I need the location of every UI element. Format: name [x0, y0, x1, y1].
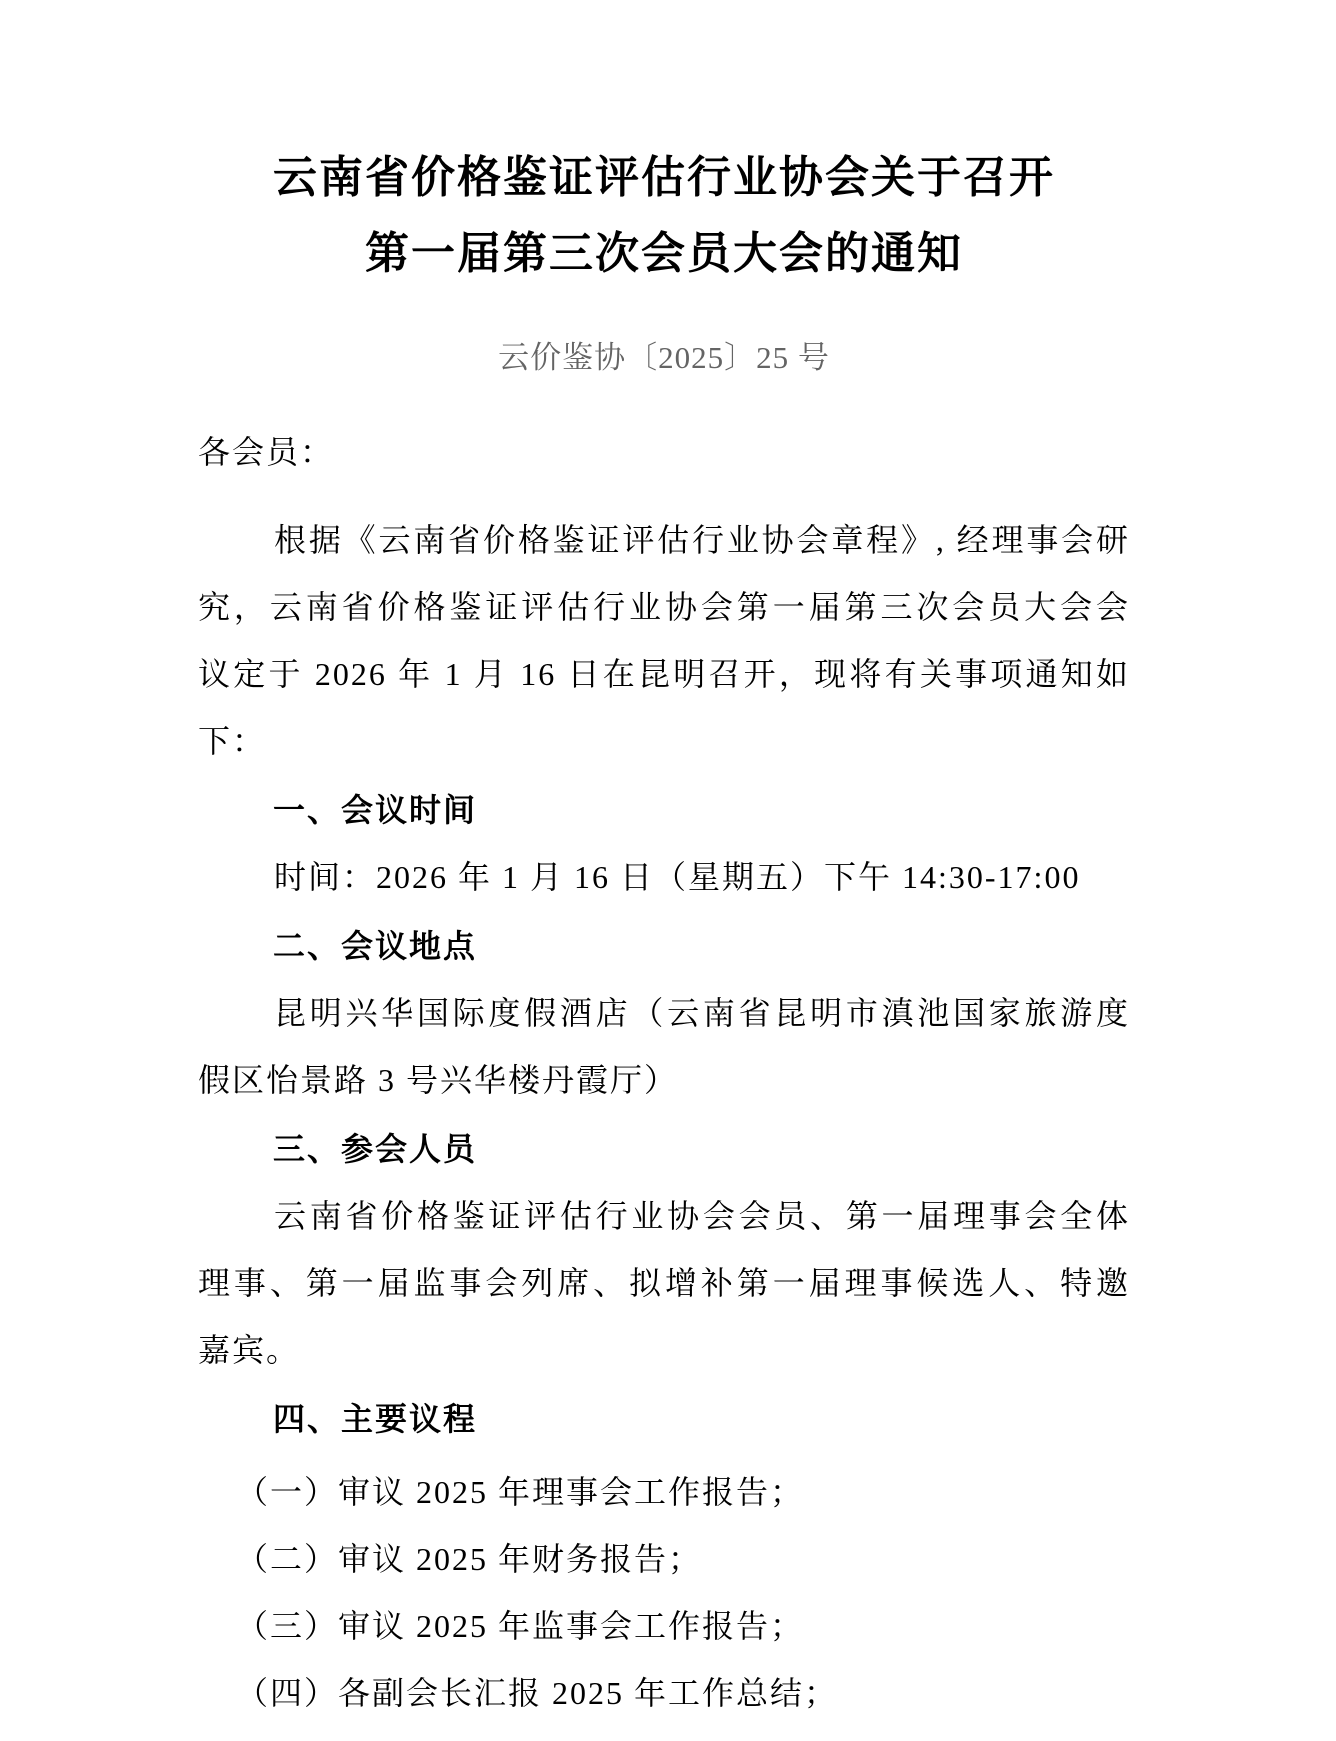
participants-line-2: 理事、第一届监事会列席、拟增补第一届理事候选人、特邀 [198, 1265, 1130, 1301]
agenda-item-2: （二）审议 2025 年财务报告； [236, 1541, 703, 1577]
document-title [198, 0, 1130, 292]
meeting-time-line: 时间：2026 年 1 月 16 日（星期五）下午 14:30-17:00 [274, 859, 1081, 895]
document-number: 云价鉴协〔2025〕25 号 [498, 340, 830, 375]
intro-line-2: 究，云南省价格鉴证评估行业协会第一届第三次会员大会会 [198, 589, 1130, 625]
intro-line-3: 议定于 2026 年 1 月 16 日在昆明召开，现将有关事项通知如 [198, 656, 1130, 692]
section-heading-meeting-place: 二、会议地点 [273, 928, 478, 964]
participants-line-1: 云南省价格鉴证评估行业协会会员、第一届理事会全体 [274, 1198, 1130, 1234]
participants-paragraph [198, 1183, 1130, 1384]
section-heading-meeting-time: 一、会议时间 [273, 792, 478, 828]
intro-line-4: 下： [198, 723, 267, 759]
agenda-item-4: （四）各副会长汇报 2025 年工作总结； [236, 1675, 839, 1711]
intro-line-1: 根据《云南省价格鉴证评估行业协会章程》, 经理事会研 [274, 522, 1130, 558]
meeting-place-line-1: 昆明兴华国际度假酒店（云南省昆明市滇池国家旅游度 [274, 995, 1130, 1031]
agenda-list [198, 1459, 1130, 1727]
salutation: 各会员： [198, 434, 335, 470]
document-title-line-1: 云南省价格鉴证评估行业协会关于召开 [273, 153, 1055, 202]
participants-line-3: 嘉宾。 [198, 1332, 301, 1368]
meeting-place-line-2: 假区怡景路 3 号兴华楼丹霞厅） [198, 1062, 679, 1098]
agenda-item-3: （三）审议 2025 年监事会工作报告； [236, 1608, 805, 1644]
meeting-place-paragraph [198, 980, 1130, 1114]
section-heading-participants: 三、参会人员 [273, 1131, 478, 1167]
intro-paragraph [198, 507, 1130, 775]
agenda-item-1: （一）审议 2025 年理事会工作报告； [236, 1474, 805, 1510]
document-title-line-2: 第一届第三次会员大会的通知 [365, 229, 963, 278]
section-heading-agenda: 四、主要议程 [273, 1401, 478, 1437]
